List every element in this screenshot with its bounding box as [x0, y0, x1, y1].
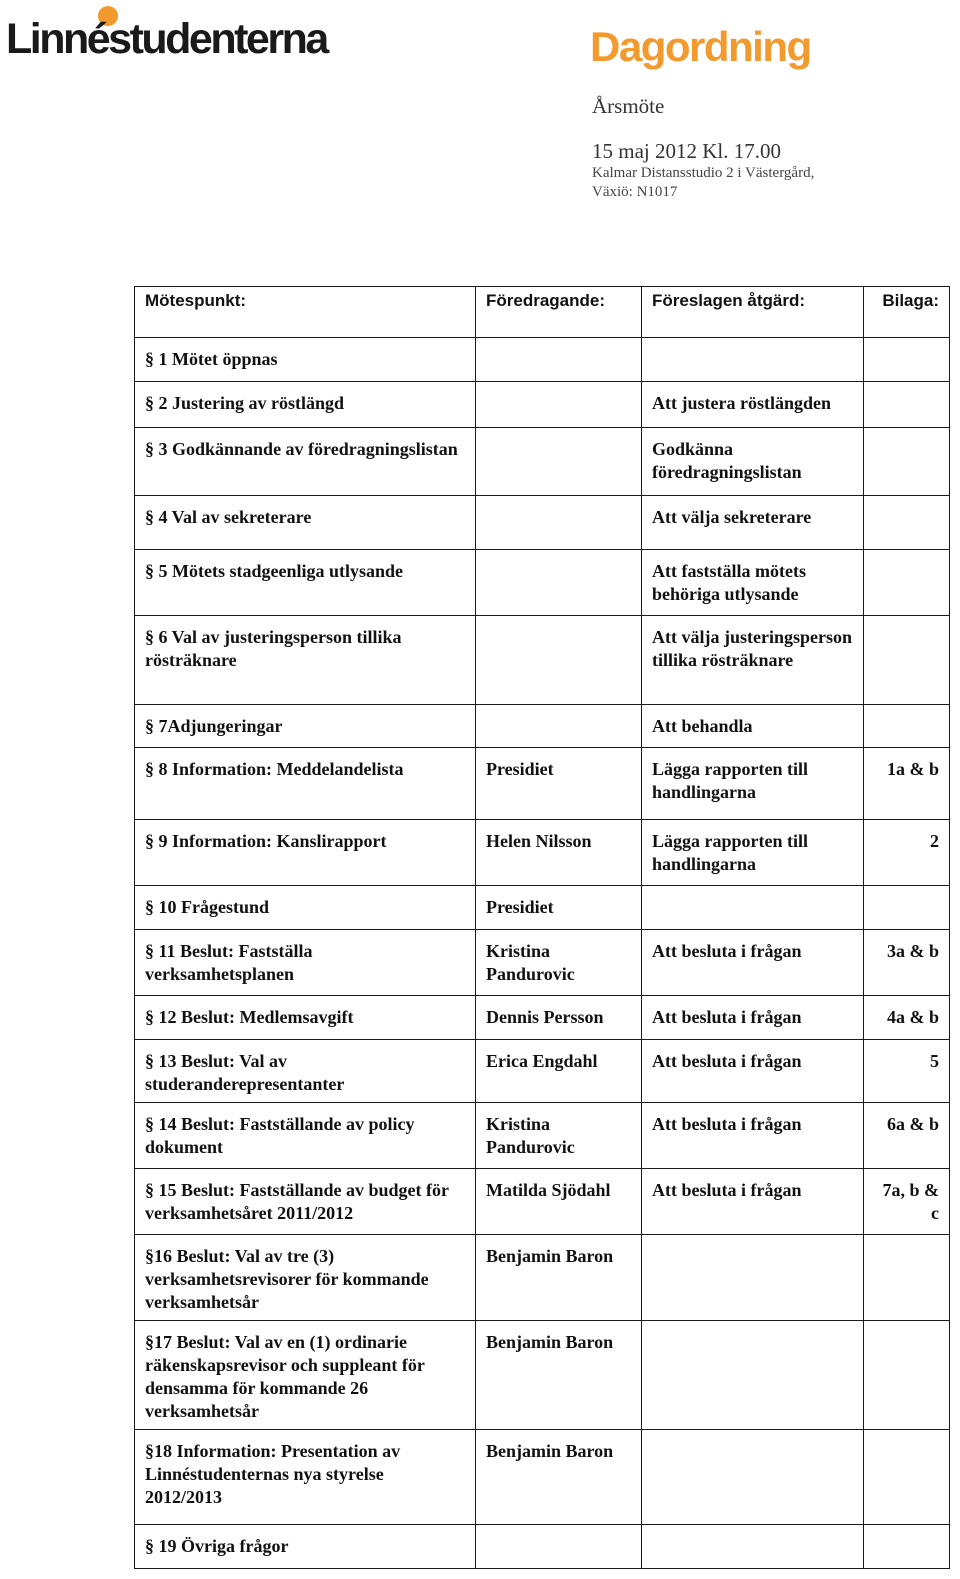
agenda-action: Att besluta i frågan	[642, 996, 864, 1040]
agenda-header-row	[135, 287, 950, 338]
agenda-row	[135, 428, 950, 496]
column-header-attachment: Bilaga:	[864, 287, 950, 338]
agenda-presenter: Erica Engdahl	[476, 1040, 642, 1103]
agenda-presenter: Kristina Pandurovic	[476, 930, 642, 996]
agenda-item: §18 Information: Presentation av Linnéstudenternas nya styrelse 2012/2013	[135, 1430, 476, 1525]
agenda-row	[135, 616, 950, 705]
agenda-attachment	[864, 428, 950, 496]
agenda-action: Lägga rapporten till handlingarna	[642, 820, 864, 886]
agenda-attachment	[864, 616, 950, 705]
agenda-action	[642, 1321, 864, 1430]
meeting-type: Årsmöte	[592, 94, 665, 118]
agenda-presenter	[476, 1525, 642, 1569]
agenda-attachment: 7a, b & c	[864, 1169, 950, 1235]
agenda-action: Att behandla	[642, 705, 864, 748]
agenda-presenter: Dennis Persson	[476, 996, 642, 1040]
agenda-action: Att besluta i frågan	[642, 930, 864, 996]
agenda-attachment	[864, 1430, 950, 1525]
agenda-presenter	[476, 616, 642, 705]
agenda-presenter: Presidiet	[476, 886, 642, 930]
agenda-row	[135, 550, 950, 616]
agenda-attachment: 5	[864, 1040, 950, 1103]
agenda-action	[642, 886, 864, 930]
agenda-item: §16 Beslut: Val av tre (3) verksamhetsrevisorer för kommande verksamhetsår	[135, 1235, 476, 1321]
agenda-row	[135, 820, 950, 886]
document-title: Dagordning	[590, 23, 811, 70]
agenda-row	[135, 1169, 950, 1235]
agenda-row	[135, 1430, 950, 1525]
agenda-item: § 4 Val av sekreterare	[135, 496, 476, 550]
agenda-presenter	[476, 550, 642, 616]
agenda-attachment	[864, 1525, 950, 1569]
agenda-attachment	[864, 496, 950, 550]
agenda-row	[135, 1235, 950, 1321]
agenda-item: § 3 Godkännande av föredragningslistan	[135, 428, 476, 496]
agenda-row	[135, 338, 950, 382]
organization-logo: Linnéstudenterna	[6, 15, 327, 63]
agenda-attachment	[864, 382, 950, 428]
column-header-action: Föreslagen åtgärd:	[642, 287, 864, 338]
agenda-presenter	[476, 382, 642, 428]
agenda-presenter: Benjamin Baron	[476, 1430, 642, 1525]
agenda-attachment: 1a & b	[864, 748, 950, 820]
column-header-presenter: Föredragande:	[476, 287, 642, 338]
agenda-item: § 14 Beslut: Fastställande av policy dokument	[135, 1103, 476, 1169]
agenda-attachment	[864, 550, 950, 616]
agenda-presenter	[476, 338, 642, 382]
agenda-action	[642, 338, 864, 382]
agenda-presenter	[476, 496, 642, 550]
agenda-action: Att fastställa mötets behöriga utlysande	[642, 550, 864, 616]
agenda-action: Att välja justeringsperson tillika rösträknare	[642, 616, 864, 705]
agenda-attachment	[864, 1235, 950, 1321]
agenda-item: § 19 Övriga frågor	[135, 1525, 476, 1569]
agenda-item: § 15 Beslut: Fastställande av budget för verksamhetsåret 2011/2012	[135, 1169, 476, 1235]
meeting-location-line-2: Växiö: N1017	[592, 184, 678, 200]
agenda-item: § 5 Mötets stadgeenliga utlysande	[135, 550, 476, 616]
agenda-presenter: Presidiet	[476, 748, 642, 820]
agenda-row	[135, 1103, 950, 1169]
agenda-presenter: Kristina Pandurovic	[476, 1103, 642, 1169]
agenda-attachment: 4a & b	[864, 996, 950, 1040]
agenda-row	[135, 496, 950, 550]
agenda-attachment	[864, 886, 950, 930]
agenda-row	[135, 1525, 950, 1569]
agenda-action	[642, 1430, 864, 1525]
agenda-attachment: 6a & b	[864, 1103, 950, 1169]
agenda-action: Att besluta i frågan	[642, 1040, 864, 1103]
agenda-item: § 12 Beslut: Medlemsavgift	[135, 996, 476, 1040]
agenda-item: § 1 Mötet öppnas	[135, 338, 476, 382]
agenda-row	[135, 996, 950, 1040]
agenda-row	[135, 748, 950, 820]
agenda-attachment: 3a & b	[864, 930, 950, 996]
agenda-row	[135, 886, 950, 930]
agenda-presenter: Matilda Sjödahl	[476, 1169, 642, 1235]
agenda-action: Lägga rapporten till handlingarna	[642, 748, 864, 820]
agenda-presenter: Helen Nilsson	[476, 820, 642, 886]
agenda-presenter	[476, 705, 642, 748]
agenda-presenter	[476, 428, 642, 496]
agenda-action: Att välja sekreterare	[642, 496, 864, 550]
agenda-item: § 2 Justering av röstlängd	[135, 382, 476, 428]
agenda-item: § 13 Beslut: Val av studeranderepresentanter	[135, 1040, 476, 1103]
agenda-item: §17 Beslut: Val av en (1) ordinarie räkenskapsrevisor och suppleant för densamma för kommande 26 verksamhetsår	[135, 1321, 476, 1430]
agenda-row	[135, 705, 950, 748]
agenda-item: § 7Adjungeringar	[135, 705, 476, 748]
agenda-attachment	[864, 338, 950, 382]
agenda-action: Att besluta i frågan	[642, 1169, 864, 1235]
meeting-location-line-1: Kalmar Distansstudio 2 i Västergård,	[592, 165, 815, 181]
agenda-presenter: Benjamin Baron	[476, 1235, 642, 1321]
agenda-attachment: 2	[864, 820, 950, 886]
agenda-action	[642, 1525, 864, 1569]
agenda-item: § 6 Val av justeringsperson tillika rösträknare	[135, 616, 476, 705]
agenda-item: § 10 Frågestund	[135, 886, 476, 930]
column-header-item: Mötespunkt:	[135, 287, 476, 338]
agenda-row	[135, 930, 950, 996]
agenda-item: § 8 Information: Meddelandelista	[135, 748, 476, 820]
agenda-item: § 11 Beslut: Fastställa verksamhetsplanen	[135, 930, 476, 996]
agenda-action: Att besluta i frågan	[642, 1103, 864, 1169]
agenda-attachment	[864, 705, 950, 748]
agenda-action: Godkänna föredragningslistan	[642, 428, 864, 496]
agenda-row	[135, 1040, 950, 1103]
agenda-action	[642, 1235, 864, 1321]
agenda-action: Att justera röstlängden	[642, 382, 864, 428]
agenda-item: § 9 Information: Kanslirapport	[135, 820, 476, 886]
agenda-row	[135, 1321, 950, 1430]
meeting-date: 15 maj 2012 Kl. 17.00	[592, 139, 781, 163]
agenda-attachment	[864, 1321, 950, 1430]
agenda-presenter: Benjamin Baron	[476, 1321, 642, 1430]
agenda-row	[135, 382, 950, 428]
agenda-table	[134, 286, 950, 1569]
